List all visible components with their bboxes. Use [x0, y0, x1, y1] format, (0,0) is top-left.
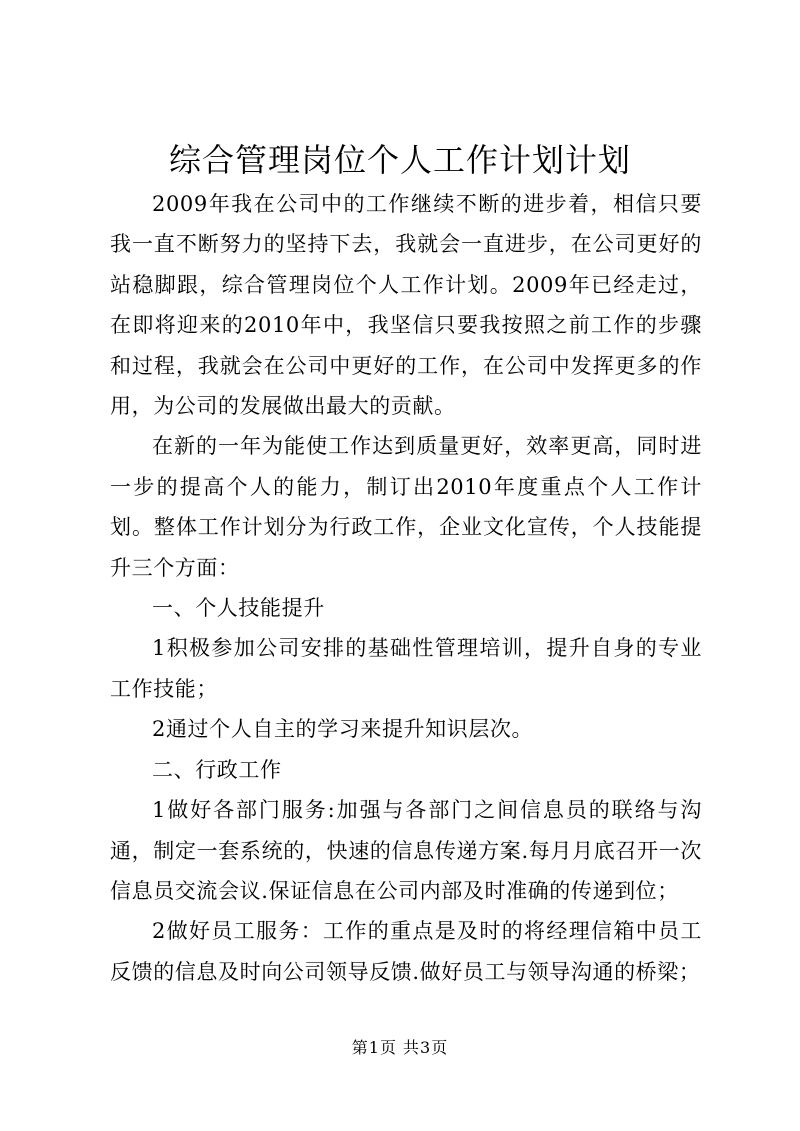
list-item-skills-2: 2通过个人自主的学习来提升知识层次。 [152, 717, 534, 742]
list-item-skills-1: 1积极参加公司安排的基础性管理培训，提升自身的专业工作技能； [110, 636, 702, 701]
document-title: 综合管理岗位个人工作计划计划 [168, 141, 631, 179]
page-footer: 第1页 共3页 [351, 1038, 449, 1057]
paragraph-intro: 2009年我在公司中的工作继续不断的进步着，相信只要我一直不断努力的坚持下去，我就会一直进步，在公司更好的站稳脚跟，综合管理岗位个人工作计划。2009年已经走过，在即将迎来的2010年中，我坚信只要我按照之前工作的步骤和过程，我就会在公司中更好的工作，在公司中发挥更多的作用，为公司的发展做出最大的贡献。 [110, 192, 702, 419]
list-item-admin-1: 1做好各部门服务:加强与各部门之间信息员的联络与沟通，制定一套系统的，快速的信息传递方案.每月月底召开一次信息员交流会议.保证信息在公司内部及时准确的传递到位； [110, 798, 702, 903]
document-body [110, 184, 702, 992]
section-heading-skills: 一、个人技能提升 [152, 596, 325, 621]
paragraph-plan-overview: 在新的一年为能使工作达到质量更好，效率更高，同时进一步的提高个人的能力，制订出2010年度重点个人工作计划。整体工作计划分为行政工作，企业文化宣传，个人技能提升三个方面： [110, 434, 702, 580]
section-heading-admin: 二、行政工作 [152, 757, 282, 782]
list-item-admin-2: 2做好员工服务：工作的重点是及时的将经理信箱中员工反馈的信息及时向公司领导反馈.做好员工与领导沟通的桥梁； [110, 919, 702, 984]
